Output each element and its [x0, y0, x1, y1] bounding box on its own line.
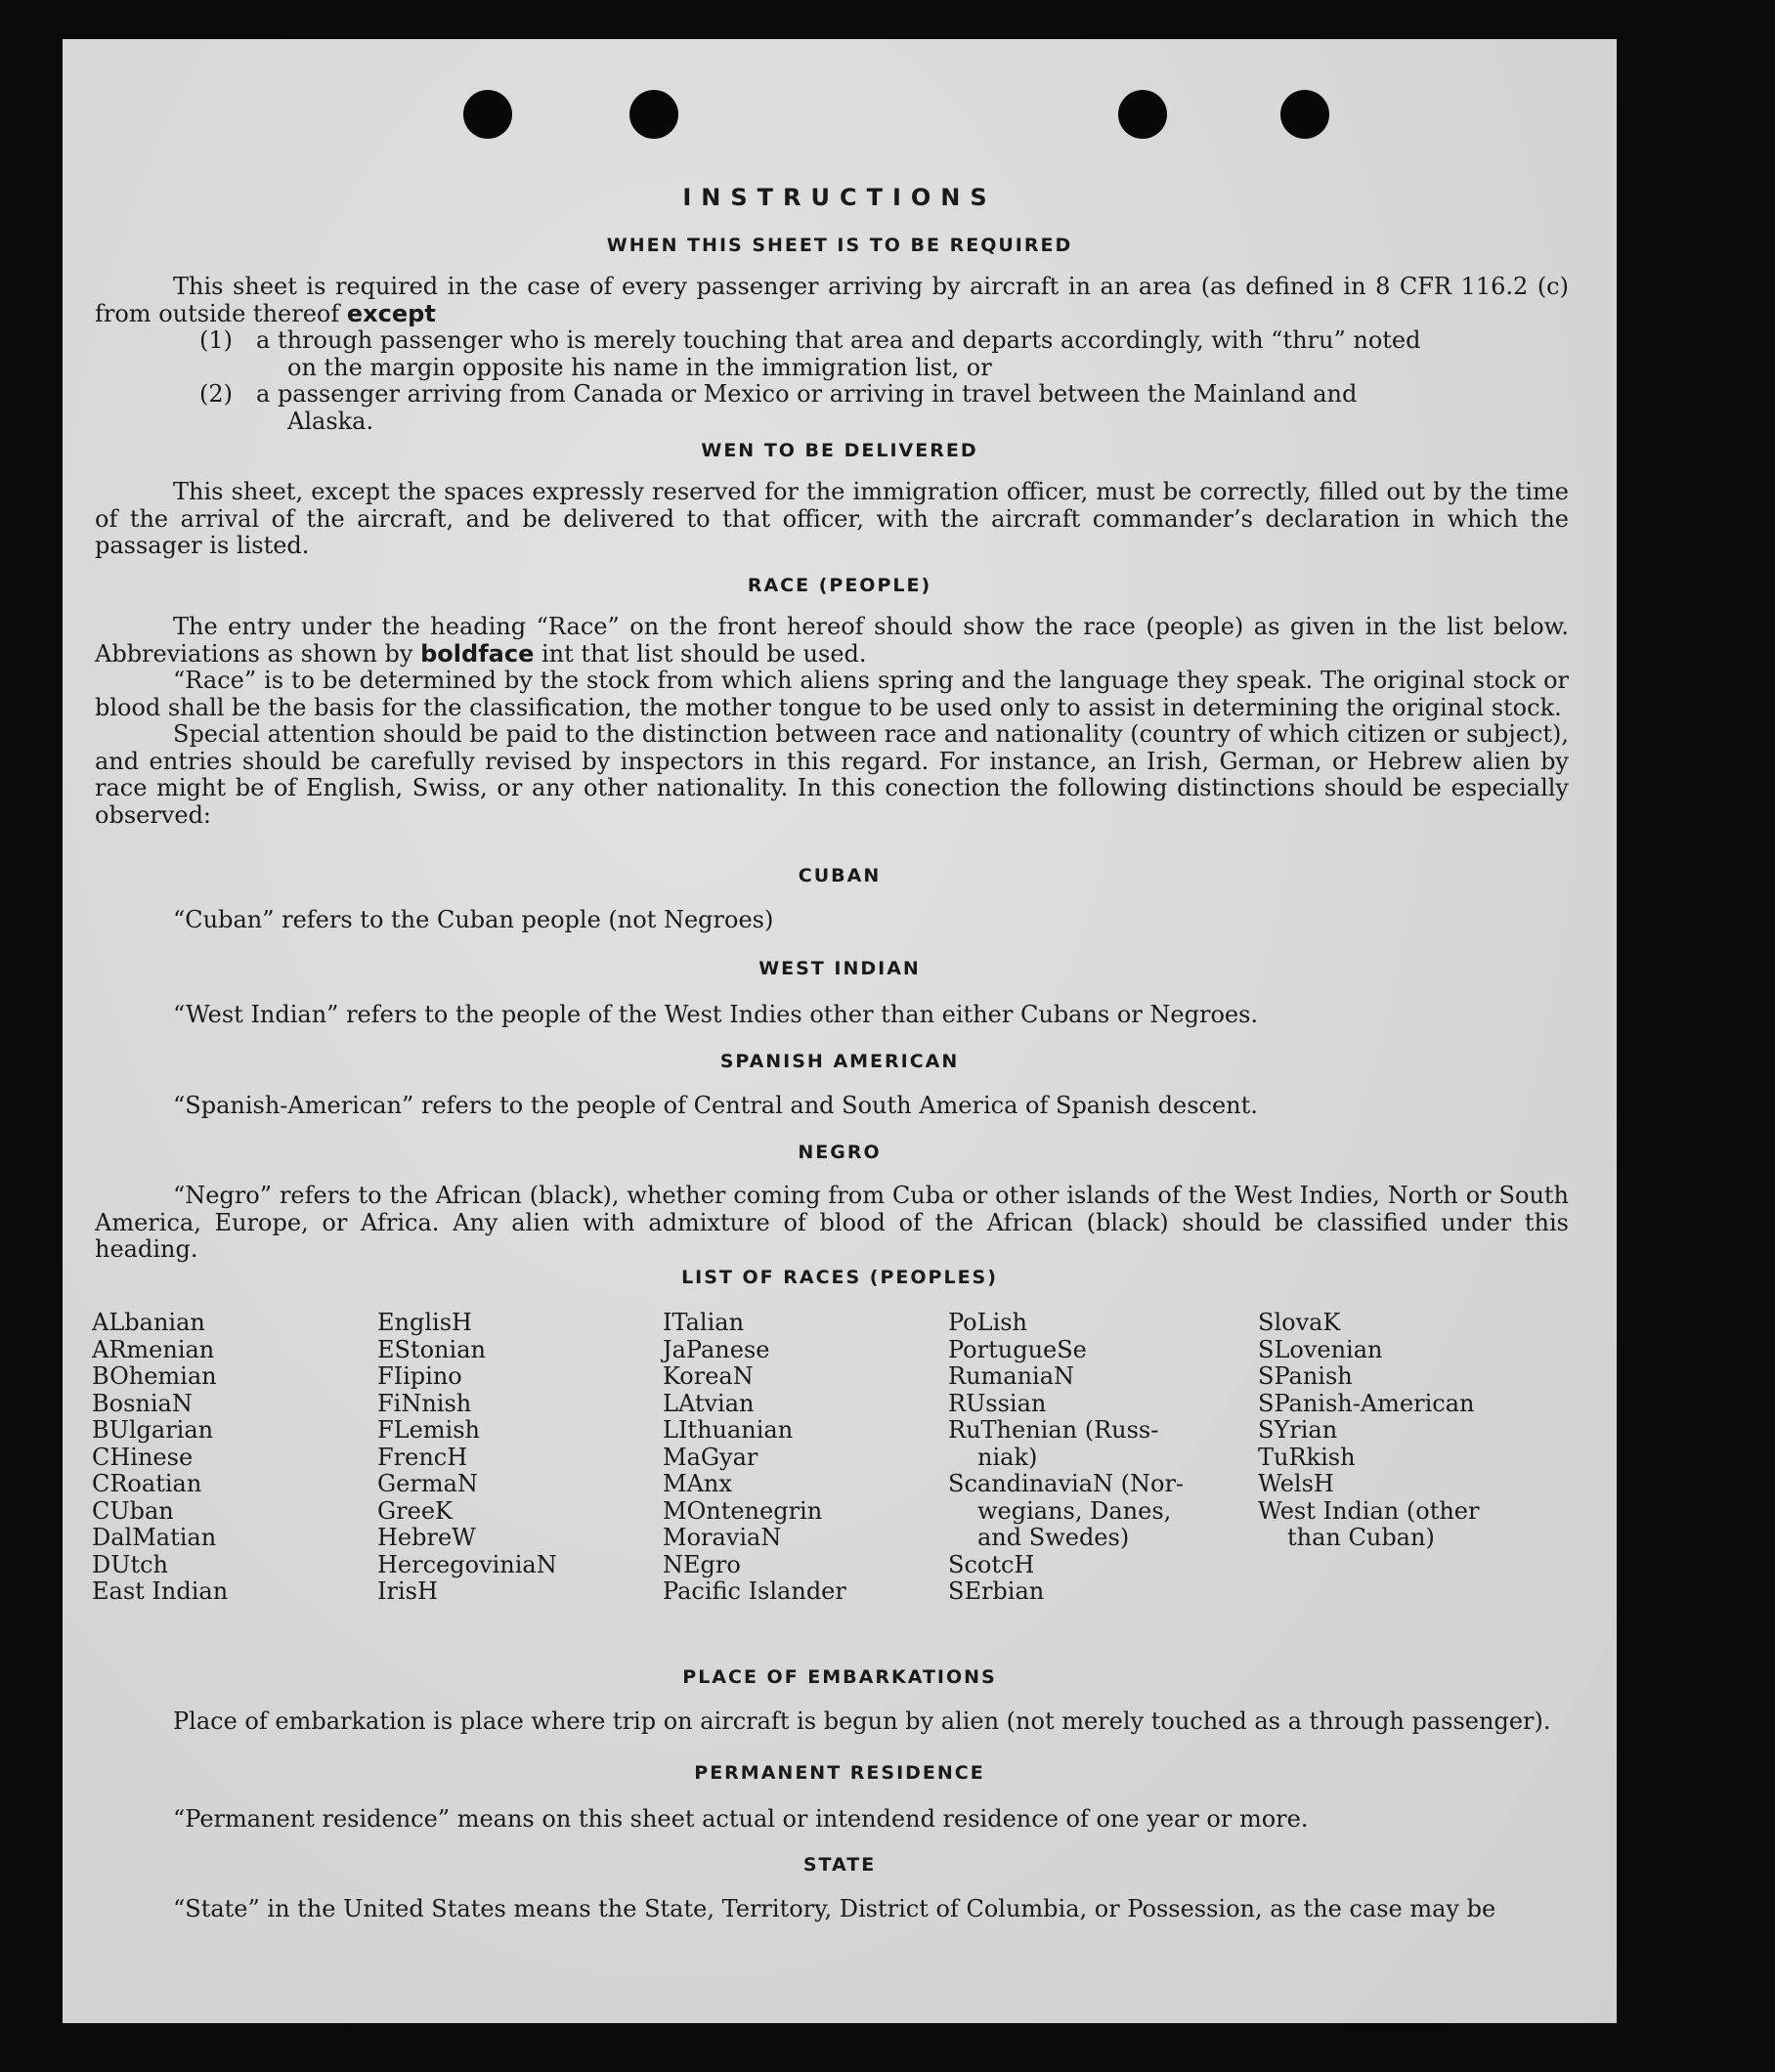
race-item: CUban [92, 1496, 174, 1525]
race-item: East Indian [92, 1577, 229, 1605]
race-item: ScotcH [948, 1550, 1035, 1578]
race-item: DalMatian [92, 1524, 217, 1551]
race-item: MOntenegrin [663, 1496, 823, 1525]
heading-when-required: WHEN THIS SHEET IS TO BE REQUIRED [606, 235, 1073, 256]
race-column-4 [948, 1310, 1184, 1606]
exception-item-2: (2) a passenger arriving from Canada or Mexico or arriving in travel between the Mainland and Alaska. [199, 380, 1358, 435]
race-item: EStonian [377, 1335, 486, 1363]
punch-hole [463, 90, 512, 139]
embarkation-text: Place of embarkation is place where trip on aircraft is begun by alien (not merely touched as a through passenger). [173, 1707, 1551, 1735]
race-item: West Indian (other [1258, 1496, 1480, 1525]
race-item: BUlgarian [92, 1416, 214, 1444]
heading-permanent-residence: PERMANENT RESIDENCE [694, 1762, 985, 1784]
state-text: “State” in the United States means the State, Territory, District of Columbia, or Possession, as the case may be [173, 1895, 1496, 1922]
page-title: INSTRUCTIONS [682, 184, 997, 211]
punch-hole [629, 90, 678, 139]
race-column-3 [663, 1310, 846, 1606]
race-item: PoLish [948, 1309, 1028, 1336]
race-column-5 [1258, 1310, 1479, 1552]
permanent-residence-text: “Permanent residence” means on this sheet actual or intendend residence of one year or more. [173, 1805, 1309, 1833]
race-item: HebreW [377, 1524, 476, 1551]
instruction-sheet [63, 39, 1617, 2023]
heading-race: RACE (PEOPLE) [747, 575, 932, 596]
race-item: niak) [977, 1443, 1038, 1471]
exception-item-1: (1) a through passenger who is merely touching that area and departs accordingly, with “thru” noted on the margin opposite his name in the immigration list, or [199, 326, 1421, 381]
race-item: TuRkish [1258, 1443, 1356, 1471]
race-item: MAnx [663, 1470, 732, 1497]
punch-hole [1280, 90, 1329, 139]
race-item: MaGyar [663, 1443, 758, 1471]
race-item: ScandinaviaN (Nor- [948, 1470, 1185, 1497]
race-item: HercegoviniaN [377, 1550, 557, 1578]
punch-hole [1118, 90, 1167, 139]
west-indian-text: “West Indian” refers to the people of the West Indies other than either Cubans or Negroes. [173, 1001, 1259, 1028]
race-item: EnglisH [377, 1309, 472, 1336]
race-paragraphs: The entry under the heading “Race” on the front hereof should show the race (people) as given in the list below. Abbreviations as shown by boldface int that list should be used. “Race” is to be determined by the stock from which aliens spring and the language they speak. The original stock or blood shall be the basis for the classification, the mother tongue to be used only to assist in determining the original stock. Special attention should be paid to the distinction between race and nationality (country of which citizen or subject), and entries should be carefully revised by inspectors in this regard. For instance, an Irish, German, or Hebrew alien by race might be of English, Swiss, or any other nationality. In this conection the following distinctions should be especially observed: [95, 613, 1569, 829]
race-item: BOhemian [92, 1362, 217, 1390]
heading-spanish-american: SPANISH AMERICAN [719, 1051, 960, 1072]
heading-cuban: CUBAN [798, 865, 882, 886]
race-item: and Swedes) [977, 1524, 1130, 1551]
race-item: IrisH [377, 1577, 438, 1605]
race-item: SLovenian [1258, 1335, 1383, 1363]
heading-west-indian: WEST INDIAN [758, 958, 921, 979]
race-item: FLemish [377, 1416, 480, 1444]
race-item: FiNnish [377, 1389, 472, 1417]
race-item: CRoatian [92, 1470, 202, 1497]
delivered-text: This sheet, except the spaces expressly reserved for the immigration officer, must be correctly, filled out by the time of the arrival of the aircraft, and be delivered to that officer, with the aircraft commander’s declaration in which the passager is listed. [95, 478, 1569, 559]
race-item: LAtvian [663, 1389, 755, 1417]
race-item: FrencH [377, 1443, 468, 1471]
negro-text: “Negro” refers to the African (black), whether coming from Cuba or other islands of the West Indies, North or South America, Europe, or Africa. Any alien with admixture of blood of the African (black) should be classified under this heading. [95, 1182, 1569, 1263]
race-item: GermaN [377, 1470, 478, 1497]
spanish-american-text: “Spanish-American” refers to the people of Central and South America of Spanish descent. [173, 1092, 1258, 1119]
cuban-text: “Cuban” refers to the Cuban people (not Negroes) [173, 906, 774, 933]
race-item: RumaniaN [948, 1362, 1075, 1390]
race-item: JaPanese [663, 1335, 770, 1363]
heading-delivered: WEN TO BE DELIVERED [701, 440, 978, 461]
race-item: SYrian [1258, 1416, 1338, 1444]
when-required-intro: This sheet is required in the case of every passenger arriving by aircraft in an area (as defined in 8 CFR 116.2 (c) from outside thereof except [95, 273, 1569, 327]
race-item: DUtch [92, 1550, 169, 1578]
race-item: LIthuanian [663, 1416, 794, 1444]
race-item: ARmenian [92, 1335, 215, 1363]
race-item: RUssian [948, 1389, 1047, 1417]
race-item: wegians, Danes, [977, 1496, 1172, 1525]
race-item: GreeK [377, 1496, 453, 1525]
race-column-1 [92, 1310, 228, 1606]
race-item: RuThenian (Russ- [948, 1416, 1159, 1444]
heading-embarkation: PLACE OF EMBARKATIONS [682, 1666, 997, 1688]
heading-list-of-races: LIST OF RACES (PEOPLES) [681, 1267, 998, 1288]
race-item: SPanish-American [1258, 1389, 1475, 1417]
race-item: Pacific Islander [663, 1577, 846, 1605]
race-item: SPanish [1258, 1362, 1353, 1390]
race-item: KoreaN [663, 1362, 754, 1390]
race-item: SErbian [948, 1577, 1045, 1605]
race-item: than Cuban) [1287, 1524, 1435, 1551]
race-item: WelsH [1258, 1470, 1334, 1497]
race-item: BosniaN [92, 1389, 193, 1417]
heading-state: STATE [802, 1854, 877, 1876]
race-item: ITalian [663, 1309, 745, 1336]
race-item: CHinese [92, 1443, 194, 1471]
race-item: FIipino [377, 1362, 462, 1390]
race-item: NEgro [663, 1550, 741, 1578]
race-item: SlovaK [1258, 1309, 1341, 1336]
heading-negro: NEGRO [798, 1142, 882, 1163]
race-item: ALbanian [92, 1309, 205, 1336]
race-item: MoraviaN [663, 1524, 782, 1551]
race-column-2 [377, 1310, 557, 1606]
race-item: PortugueSe [948, 1335, 1087, 1363]
